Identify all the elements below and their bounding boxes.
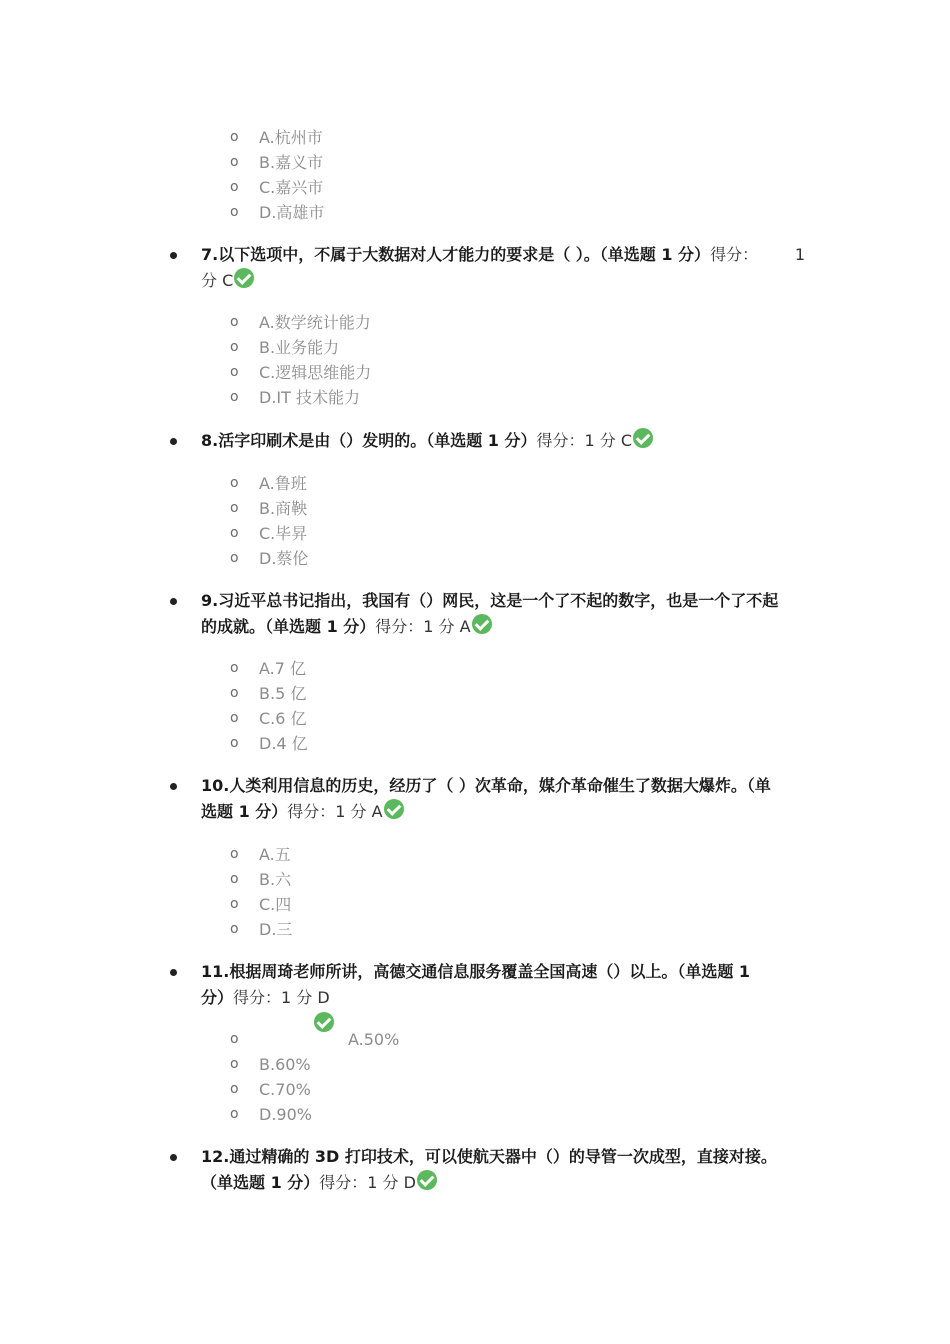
question-8-text [201,428,811,454]
option-text: B.业务能力 [259,338,340,357]
option-text: B.六 [259,870,292,889]
score-label: 得分：1 分 A [375,617,471,636]
q6-option-a [0,125,950,150]
score-label: 得分：1 分 D [319,1173,416,1192]
question-stem-line-2: 分） [201,988,234,1007]
q7-option-list [0,310,950,410]
q8-option-c [0,521,950,546]
q6-option-list [0,125,950,225]
q7-option-d [0,385,950,410]
q9-option-c [0,706,950,731]
sub-bullet: o [230,475,239,491]
score-label: 得分：1 分 D [233,988,330,1007]
option-text: B.嘉义市 [259,153,324,172]
bullet [170,438,177,445]
score-label: 得分：1 分 A [287,802,383,821]
sub-bullet: o [230,129,239,145]
sub-bullet: o [230,339,239,355]
option-text: D.IT 技术能力 [259,388,360,407]
sub-bullet: o [230,364,239,380]
question-stem-line-2: 选题 1 分） [201,802,288,821]
sub-bullet: o [230,871,239,887]
bullet [170,969,177,976]
sub-bullet: o [230,314,239,330]
option-text: C.逻辑思维能力 [259,363,372,382]
score-label: 得分：1 分 C [536,431,633,450]
option-text: C.70% [259,1080,311,1099]
option-text: A.五 [259,845,291,864]
sub-bullet: o [230,846,239,862]
sub-bullet: o [230,389,239,405]
sub-bullet: o [230,1056,239,1072]
q11-option-a [0,1027,950,1052]
sub-bullet: o [230,921,239,937]
option-text: B.5 亿 [259,684,307,703]
option-text: A.7 亿 [259,659,307,678]
sub-bullet: o [230,685,239,701]
option-text: A.杭州市 [259,128,323,147]
score-answer: 分 C [201,271,234,290]
question-9-text [201,588,811,640]
option-text: C.6 亿 [259,709,307,728]
check-circle-icon [472,614,492,634]
option-text: C.毕昇 [259,524,308,543]
q11-option-d [0,1102,950,1127]
q11-option-b [0,1052,950,1077]
option-text: C.四 [259,895,292,914]
q9-option-d [0,731,950,756]
q8-option-b [0,496,950,521]
question-stem-line-2: （单选题 1 分） [201,1173,320,1192]
q10-option-list [0,842,950,942]
option-text: A.鲁班 [259,474,307,493]
bullet [170,252,177,259]
q10-option-c [0,892,950,917]
bullet [170,1154,177,1161]
sub-bullet: o [230,525,239,541]
q8-option-list [0,471,950,571]
q7-option-a [0,310,950,335]
score-value: 1 [794,245,805,264]
sub-bullet: o [230,896,239,912]
sub-bullet: o [230,500,239,516]
sub-bullet: o [230,1031,239,1047]
q11-option-list [0,1027,950,1127]
option-text: B.商鞅 [259,499,308,518]
q7-option-b [0,335,950,360]
question-10-text [201,773,811,825]
bullet [170,598,177,605]
option-text: D.4 亿 [259,734,308,753]
option-text: A.数学统计能力 [259,313,371,332]
sub-bullet: o [230,154,239,170]
q6-option-b [0,150,950,175]
q10-option-a [0,842,950,867]
sub-bullet: o [230,710,239,726]
question-12-text [201,1144,811,1196]
question-stem-line-1: 10.人类利用信息的历史，经历了（ ）次革命，媒介革命催生了数据大爆炸。（单 [201,776,771,795]
q6-option-c [0,175,950,200]
bullet [170,783,177,790]
q11-option-c [0,1077,950,1102]
question-stem-line-1: 9.习近平总书记指出，我国有（）网民，这是一个了不起的数字，也是一个了不起 [201,591,779,610]
q10-option-b [0,867,950,892]
q9-option-b [0,681,950,706]
option-text: D.高雄市 [259,203,325,222]
question-stem: 8.活字印刷术是由（）发明的。（单选题 1 分） [201,431,537,450]
option-text: B.60% [259,1055,311,1074]
option-text: D.三 [259,920,293,939]
option-text: D.90% [259,1105,312,1124]
sub-bullet: o [230,660,239,676]
sub-bullet: o [230,550,239,566]
option-text: A.50% [348,1030,400,1049]
q8-option-d [0,546,950,571]
sub-bullet: o [230,204,239,220]
q9-option-a [0,656,950,681]
option-text: C.嘉兴市 [259,178,324,197]
check-circle-icon [633,428,653,448]
option-text: D.蔡伦 [259,549,309,568]
question-stem-line-1: 11.根据周琦老师所讲，高德交通信息服务覆盖全国高速（）以上。（单选题 1 [201,962,751,981]
question-11-text [201,959,811,1011]
sub-bullet: o [230,735,239,751]
question-stem-line-2: 的成就。（单选题 1 分） [201,617,376,636]
q6-option-d [0,200,950,225]
check-circle-icon [384,799,404,819]
q10-option-d [0,917,950,942]
q9-option-list [0,656,950,756]
sub-bullet: o [230,179,239,195]
question-7-text [201,242,811,294]
q7-option-c [0,360,950,385]
sub-bullet: o [230,1081,239,1097]
score-label: 得分： [710,245,759,264]
question-stem-line-1: 12.通过精确的 3D 打印技术，可以使航天器中（）的导管一次成型，直接对接。 [201,1147,777,1166]
q8-option-a [0,471,950,496]
sub-bullet: o [230,1106,239,1122]
check-circle-icon [417,1170,437,1190]
check-circle-icon [234,268,254,288]
question-stem: 7.以下选项中，不属于大数据对人才能力的要求是（ ）。（单选题 1 分） [201,245,711,264]
